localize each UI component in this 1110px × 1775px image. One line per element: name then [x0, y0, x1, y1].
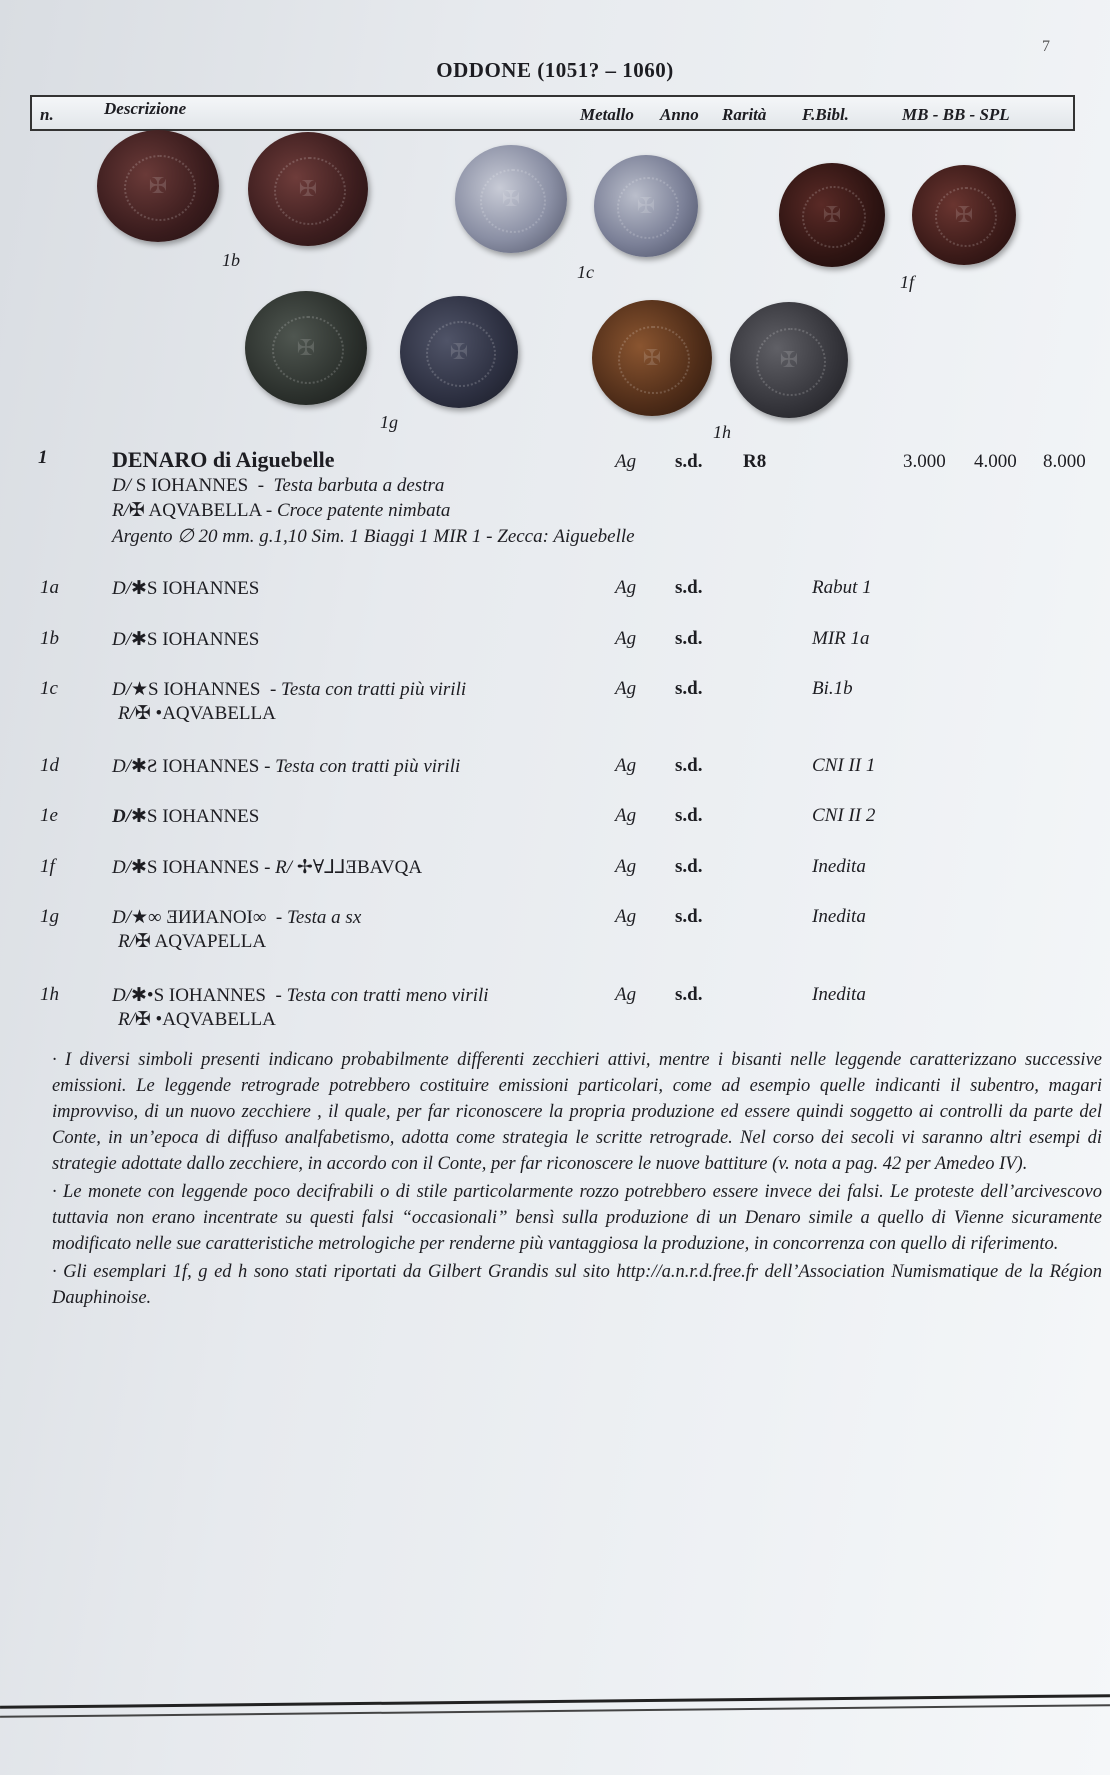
- header-rarity: Rarità: [722, 105, 767, 124]
- entry-reverse: R/✠ •AQVABELLA: [118, 703, 276, 724]
- entry-price-spl: 8.000: [1043, 451, 1086, 472]
- header-number: n.: [40, 105, 54, 124]
- entry-number: 1h: [40, 984, 59, 1005]
- entry-obverse: D/✱S IOHANNES - R/ ✢∀⅃⅃ƎBAVQA: [112, 857, 423, 878]
- coin-label-1h: 1h: [713, 422, 731, 442]
- entry-number: 1b: [40, 628, 59, 649]
- entry-number: 1f: [40, 856, 55, 877]
- entry-metal: Ag: [615, 805, 637, 826]
- coin-image-1h-reverse: ✠: [730, 302, 848, 418]
- page-number: 7: [1042, 38, 1050, 55]
- header-metal: Metallo: [580, 105, 634, 124]
- coin-image-1b-obverse: ✠: [97, 130, 219, 242]
- coin-label-1c: 1c: [577, 262, 594, 282]
- entry-number: 1c: [40, 678, 58, 699]
- entry-metal: Ag: [615, 984, 637, 1005]
- entry-number: 1d: [40, 755, 59, 776]
- entry-reference: Inedita: [812, 984, 866, 1005]
- entry-obverse: D/✱S IOHANNES: [112, 629, 260, 650]
- entry-rarity: R8: [743, 451, 767, 472]
- entry-year: s.d.: [675, 805, 703, 826]
- note-paragraph-1: · I diversi simboli presenti indicano probabilmente differenti zecchieri attivi, mentre i bisanti nelle leggende caratterizzano successive emissioni. Le leggende retrograde potrebbero costituire emissioni particolari, come ad esempio quelle indicanti il subentro, magari improvviso, di un nuovo zecchiere , il quale, per far riconoscere la propria produzione ed essere quindi soggetto ai controlli da parte del Conte, in un’epoca di diffuso analfabetismo, adotta come strategia le scritte retrograde. Nel corso dei secoli vi saranno altri esempi di strategie adottate dallo zecchiere, in accordo con il Conte, per far riconoscere le nuove battiture (v. nota a pag. 42 per Amedeo IV).: [52, 1050, 1102, 1174]
- table-header: [30, 95, 1075, 131]
- entry-reverse: R/✠ AQVAPELLA: [118, 931, 267, 952]
- entry-number: 1g: [40, 906, 59, 927]
- entry-reverse: R/✠ AQVABELLA - Croce patente nimbata: [112, 500, 451, 521]
- entry-price-mb: 3.000: [903, 451, 946, 472]
- note-paragraph-2: · Le monete con leggende poco decifrabili o di stile particolarmente rozzo potrebbero essere invece dei falsi. Le proteste dell’arcivescovo tuttavia non erano incentrate su questi falsi “occasionali” bensì sulla produzione di un Denaro simile a quello di Vienne sicuramente modificato nelle sue caratteristiche metrologiche per renderne più vantaggiosa la produzione, in concorrenza con quello di riferimento.: [52, 1182, 1102, 1254]
- page-title: ODDONE (1051? – 1060): [436, 58, 674, 82]
- entry-obverse: D/✱•S IOHANNES - Testa con tratti meno virili: [112, 985, 489, 1006]
- entry-reference: Rabut 1: [812, 577, 872, 598]
- entry-metal: Ag: [615, 451, 637, 472]
- entry-obverse: D/ S IOHANNES - Testa barbuta a destra: [112, 475, 445, 496]
- header-grades: MB - BB - SPL: [902, 105, 1010, 124]
- entry-year: s.d.: [675, 906, 703, 927]
- entry-reverse: R/✠ •AQVABELLA: [118, 1009, 276, 1030]
- header-year: Anno: [660, 105, 699, 124]
- note-paragraph-3: · Gli esemplari 1f, g ed h sono stati riportati da Gilbert Grandis sul sito http://a.n.r.d.free.fr dell’Association Numismatique de la Région Dauphinoise.: [52, 1262, 1102, 1308]
- entry-reference: Bi.1b: [812, 678, 853, 699]
- entry-reference: Inedita: [812, 906, 866, 927]
- entry-year: s.d.: [675, 628, 703, 649]
- coin-image-1c-obverse: ✠: [455, 145, 567, 253]
- entry-year: s.d.: [675, 984, 703, 1005]
- coin-image-1h-obverse: ✠: [592, 300, 712, 416]
- coin-image-1c-reverse: ✠: [594, 155, 698, 257]
- entry-number: 1: [38, 447, 48, 468]
- coin-image-1f-obverse: ✠: [779, 163, 885, 267]
- header-fbibl: F.Bibl.: [802, 105, 849, 124]
- coin-image-1b-reverse: ✠: [248, 132, 368, 246]
- entry-metal: Ag: [615, 678, 637, 699]
- catalog-entry-1: [0, 447, 1110, 557]
- entry-number: 1a: [40, 577, 59, 598]
- coin-label-1b: 1b: [222, 250, 240, 270]
- entry-reference: Inedita: [812, 856, 866, 877]
- entry-obverse: D/✱S IOHANNES: [112, 578, 260, 599]
- entry-details: Argento ∅ 20 mm. g.1,10 Sim. 1 Biaggi 1 MIR 1 - Zecca: Aiguebelle: [112, 526, 635, 547]
- coin-image-1f-reverse: ✠: [912, 165, 1016, 265]
- entry-obverse: D/✱S IOHANNES: [112, 806, 260, 827]
- entry-obverse: D/★S IOHANNES - Testa con tratti più virili: [112, 679, 467, 700]
- entry-metal: Ag: [615, 577, 637, 598]
- entry-metal: Ag: [615, 628, 637, 649]
- entry-price-bb: 4.000: [974, 451, 1017, 472]
- entry-reference: MIR 1a: [812, 628, 870, 649]
- coin-image-1g-reverse: ✠: [400, 296, 518, 408]
- entry-metal: Ag: [615, 755, 637, 776]
- coin-label-1g: 1g: [380, 412, 398, 432]
- header-description: Descrizione: [104, 99, 187, 118]
- entry-year: s.d.: [675, 451, 703, 472]
- entry-reference: CNI II 1: [812, 755, 876, 776]
- entry-obverse: D/★∞ ƎИИANOI∞ - Testa a sx: [112, 907, 362, 928]
- footnotes: [52, 1047, 1102, 1313]
- entry-obverse: D/✱Ƨ IOHANNES - Testa con tratti più virili: [112, 756, 461, 777]
- entry-number: 1e: [40, 805, 58, 826]
- coin-label-1f: 1f: [900, 272, 915, 292]
- entry-year: s.d.: [675, 856, 703, 877]
- entry-metal: Ag: [615, 856, 637, 877]
- entry-year: s.d.: [675, 755, 703, 776]
- entry-title: DENARO di Aiguebelle: [112, 447, 335, 472]
- entry-year: s.d.: [675, 678, 703, 699]
- coin-image-1g-obverse: ✠: [245, 291, 367, 405]
- entry-year: s.d.: [675, 577, 703, 598]
- entry-metal: Ag: [615, 906, 637, 927]
- entry-reference: CNI II 2: [812, 805, 876, 826]
